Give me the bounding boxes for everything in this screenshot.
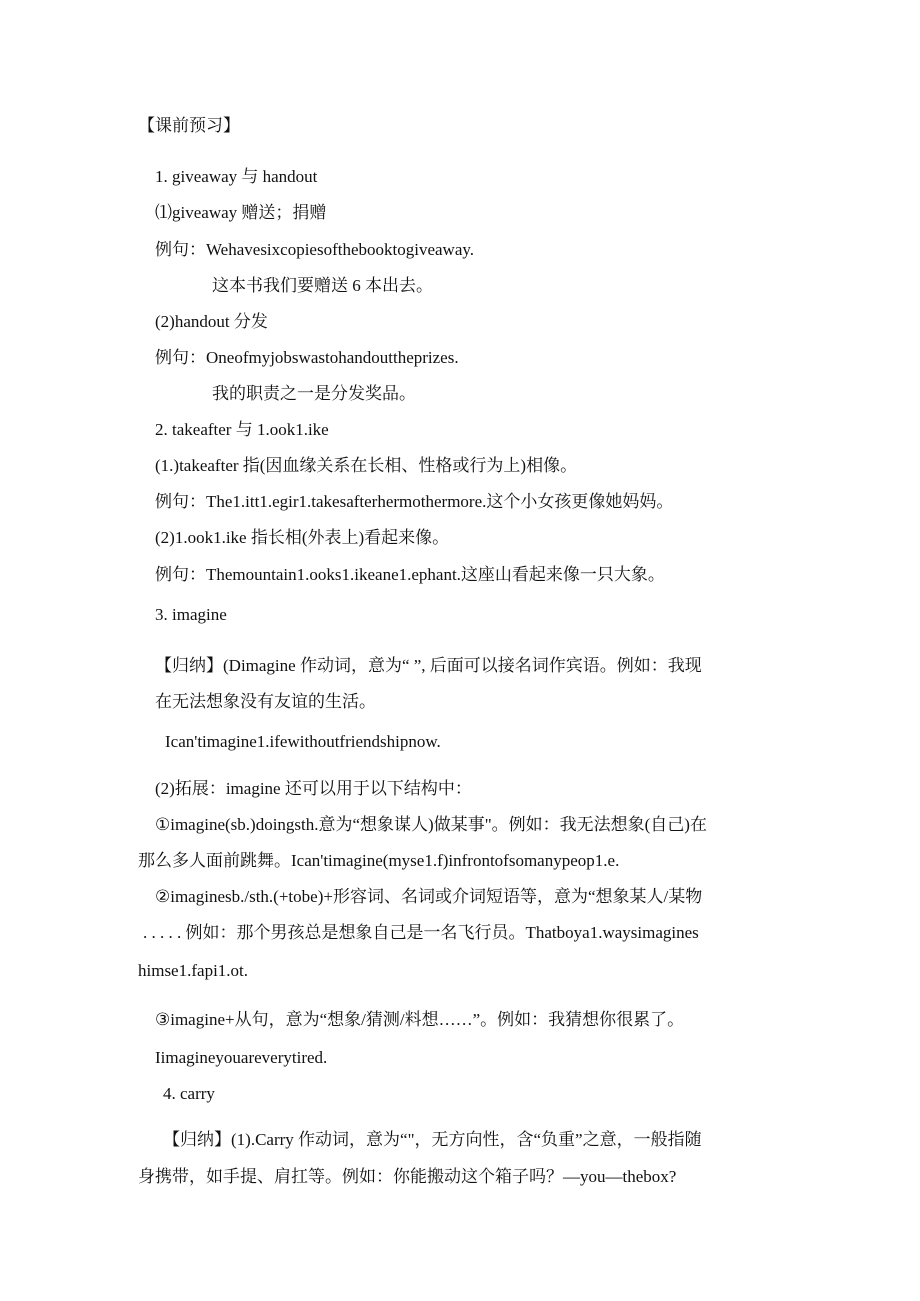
item-4-summary-line-2: 身携带，如手提、肩扛等。例如：你能搬动这个箱子吗？—you—thebox? (138, 1167, 677, 1186)
item-3-pattern-1-line-1: ①imagine(sb.)doingsth.意为“想象谋人)做某事"。例如：我无法想象(自己)在 (155, 815, 707, 834)
item-2-sub-2: (2)1.ook1.ike 指长相(外表上)看起来像。 (155, 528, 450, 547)
item-3-summary-english: Ican'timagine1.ifewithoutfriendshipnow. (165, 732, 441, 751)
item-1-example-1-translation: 这本书我们要赠送 6 本出去。 (212, 276, 433, 295)
item-4-heading: 4. carry (163, 1084, 215, 1103)
item-3-extension: (2)拓展：imagine 还可以用于以下结构中： (155, 779, 472, 798)
item-2-example-2: 例句：Themountain1.ooks1.ikeane1.ephant.这座山看起来像一只大象。 (155, 565, 665, 584)
item-1-sub-1: ⑴giveaway 赠送；捐赠 (155, 203, 327, 222)
item-1-example-2: 例句：Oneofmyjobswastohandouttheprizes. (155, 348, 459, 367)
item-4-summary-line-1: 【归纳】(1).Carry 作动词，意为“"，无方向性，含“负重”之意，一般指随 (163, 1130, 702, 1149)
item-3-summary-line-1: 【归纳】(Dimagine 作动词，意为“ ”, 后面可以接名词作宾语。例如：我现 (155, 656, 702, 675)
item-1-example-2-translation: 我的职责之一是分发奖品。 (212, 384, 416, 403)
item-3-pattern-3-english: Iimagineyouareverytired. (155, 1048, 328, 1067)
item-2-heading: 2. takeafter 与 1.ook1.ike (155, 420, 329, 439)
item-3-heading: 3. imagine (155, 605, 227, 624)
item-3-pattern-1-line-2: 那么多人面前跳舞。Ican'timagine(myse1.f)infrontofsomanypeop1.e. (138, 851, 620, 870)
item-2-sub-1: (1.)takeafter 指(因血缘关系在长相、性格或行为上)相像。 (155, 456, 578, 475)
item-3-pattern-3-line-1: ③imagine+从句，意为“想象/猜测/料想……”。例如：我猜想你很累了。 (155, 1010, 685, 1029)
section-title: 【课前预习】 (138, 116, 240, 135)
item-1-example-1: 例句：Wehavesixcopiesofthebooktogiveaway. (155, 240, 475, 259)
item-3-pattern-2-line-1: ②imaginesb./sth.(+tobe)+形容词、名词或介词短语等，意为“想象某人/某物 (155, 887, 703, 906)
item-3-pattern-2-line-2: . . . . . 例如：那个男孩总是想象自己是一名飞行员。Thatboya1.waysimagines (143, 923, 699, 942)
item-1-sub-2: (2)handout 分发 (155, 312, 268, 331)
item-3-summary-line-2: 在无法想象没有友谊的生活。 (155, 692, 376, 711)
item-2-example-1: 例句：The1.itt1.egir1.takesafterhermothermore.这个小女孩更像她妈妈。 (155, 492, 674, 511)
item-3-pattern-2-line-3: himse1.fapi1.ot. (138, 961, 249, 980)
item-1-heading: 1. giveaway 与 handout (155, 167, 318, 186)
